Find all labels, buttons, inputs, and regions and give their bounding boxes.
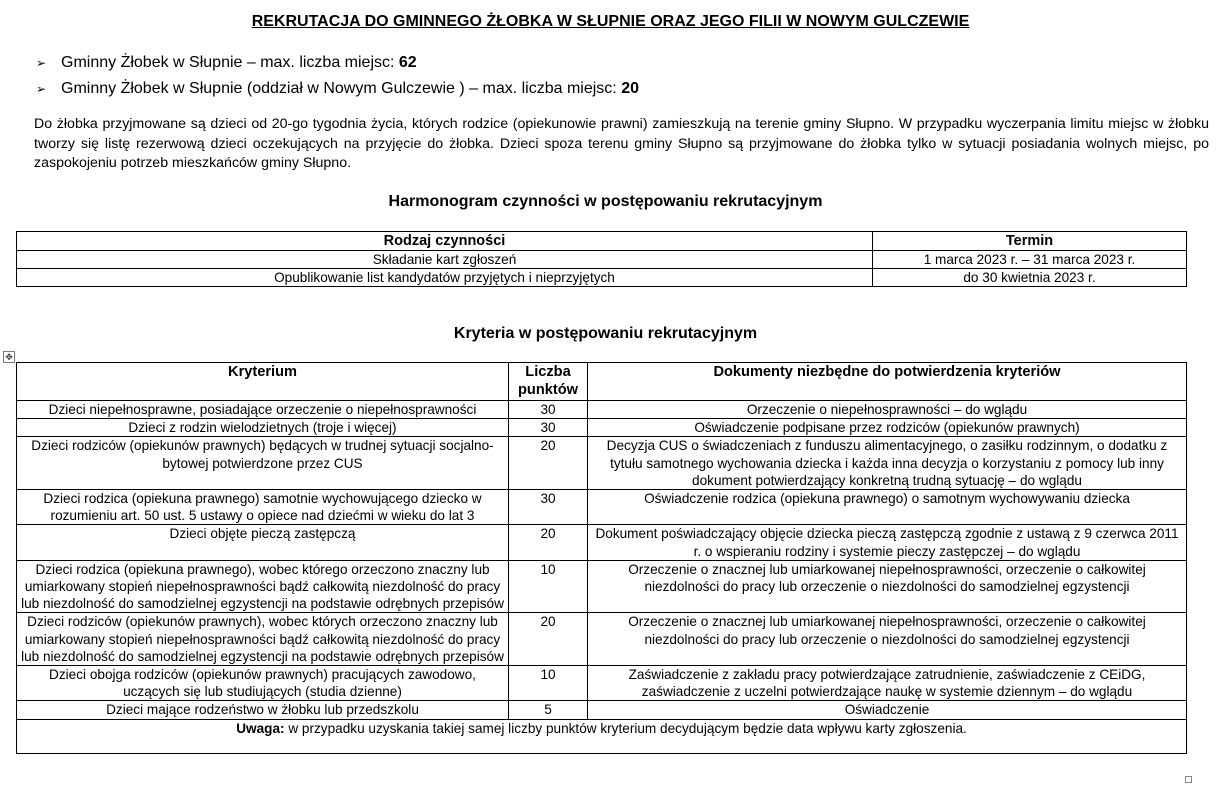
table-row <box>17 490 1187 525</box>
criteria-table <box>16 362 1187 754</box>
documents-cell: Orzeczenie o znacznej lub umiarkowanej niepełnosprawności, orzeczenie o całkowitej niezdolności do pracy lub orzeczenie o niezdolności do samodzielnej egzystencji <box>588 560 1187 613</box>
documents-cell: Zaświadczenie z zakładu pracy potwierdzające zatrudnienie, zaświadczenie z CEiDG, zaświadczenie z uczelni potwierdzające naukę w systemie dziennym – do wglądu <box>588 666 1187 701</box>
criterion-cell: Dzieci mające rodzeństwo w żłobku lub przedszkolu <box>17 701 509 719</box>
points-cell: 30 <box>509 490 588 525</box>
move-cross-icon[interactable]: ✥ <box>3 351 15 363</box>
documents-cell: Orzeczenie o niepełnosprawności – do wglądu <box>588 401 1187 419</box>
criterion-cell: Dzieci obojga rodziców (opiekunów prawnych) pracujących zawodowo, uczących się lub studiujących (studia dzienne) <box>17 666 509 701</box>
capacity-number: 20 <box>621 80 639 97</box>
points-cell: 10 <box>509 560 588 613</box>
list-item <box>36 76 639 102</box>
documents-cell: Oświadczenie podpisane przez rodziców (opiekunów prawnych) <box>588 419 1187 437</box>
documents-cell: Dokument poświadczający objęcie dziecka pieczą zastępczą zgodnie z ustawą z 9 czerwca 2011 r. o wspieraniu rodziny i systemie pieczy zastępczej – do wglądu <box>588 525 1187 560</box>
schedule-table <box>16 231 1187 287</box>
term-cell: 1 marca 2023 r. – 31 marca 2023 r. <box>873 251 1187 269</box>
capacity-number: 62 <box>398 54 417 71</box>
list-item <box>36 50 639 76</box>
points-cell: 10 <box>509 666 588 701</box>
points-cell: 30 <box>509 401 588 419</box>
points-cell: 5 <box>509 701 588 719</box>
column-header-documents: Dokumenty niezbędne do potwierdzenia kryteriów <box>588 363 1187 401</box>
activity-cell: Opublikowanie list kandydatów przyjętych i nieprzyjętych <box>17 269 873 287</box>
term-cell: do 30 kwietnia 2023 r. <box>873 269 1187 287</box>
documents-cell: Orzeczenie o znacznej lub umiarkowanej niepełnosprawności, orzeczenie o całkowitej niezdolności do pracy lub orzeczenie o niezdolności do samodzielnej egzystencji <box>588 613 1187 666</box>
points-cell: 20 <box>509 437 588 490</box>
resize-handle-icon[interactable] <box>1185 776 1192 783</box>
note-text: w przypadku uzyskania takiej samej liczby punktów kryterium decydującym będzie data wpływu karty zgłoszenia. <box>284 720 967 736</box>
arrow-bullet-icon: ➢ <box>36 56 47 70</box>
criterion-cell: Dzieci rodziców (opiekunów prawnych), wobec których orzeczono znaczny lub umiarkowany stopień niepełnosprawności bądź całkowitą niezdolność do pracy lub niezdolność do samodzielnej egzystencji na podstawie odrębnych przepisów <box>17 613 509 666</box>
points-cell: 20 <box>509 613 588 666</box>
documents-cell: Decyzja CUS o świadczeniach z funduszu alimentacyjnego, o zasiłku rodzinnym, o dodatku z tytułu samotnego wychowania dziecka i każda inna decyzja o korzystaniu z pomocy lub inny dokument potwierdzający konkretną trudną sytuację – do wglądu <box>588 437 1187 490</box>
note-row <box>17 719 1187 753</box>
table-row <box>17 437 1187 490</box>
documents-cell: Oświadczenie rodzica (opiekuna prawnego) o samotnym wychowywaniu dziecka <box>588 490 1187 525</box>
bullet-text: Gminny Żłobek w Słupnie – max. liczba miejsc: <box>61 54 399 71</box>
note-cell <box>17 719 1187 753</box>
intro-paragraph: Do żłobka przyjmowane są dzieci od 20-go tygodnia życia, których rodzice (opiekunowie prawni) zamieszkują na terenie gminy Słupno. W przypadku wyczerpania limitu miejsc w żłobku tworzy się listę rezerwową dzieci oczekujących na przyjęcie do żłobka. Dzieci spoza terenu gminy Słupno są przyjmowane do żłobka tylko w sytuacji posiadania wolnych miejsc, po zaspokojeniu potrzeb mieszkańców gminy Słupno. <box>34 116 1209 171</box>
criterion-cell: Dzieci rodziców (opiekunów prawnych) będących w trudnej sytuacji socjalno-bytowej potwierdzone przez CUS <box>17 437 509 490</box>
criterion-cell: Dzieci rodzica (opiekuna prawnego) samotnie wychowującego dziecko w rozumieniu art. 50 ust. 5 ustawy o opiece nad dziećmi w wieku do lat 3 <box>17 490 509 525</box>
table-header-row <box>17 363 1187 401</box>
table-row <box>17 525 1187 560</box>
criterion-cell: Dzieci objęte pieczą zastępczą <box>17 525 509 560</box>
column-header-criterion: Kryterium <box>17 363 509 401</box>
criterion-cell: Dzieci z rodzin wielodzietnych (troje i więcej) <box>17 419 509 437</box>
activity-cell: Składanie kart zgłoszeń <box>17 251 873 269</box>
table-row <box>17 701 1187 719</box>
table-row <box>17 613 1187 666</box>
column-header-activity: Rodzaj czynności <box>17 232 873 251</box>
note-label: Uwaga: <box>236 720 285 736</box>
points-cell: 30 <box>509 419 588 437</box>
table-row <box>17 251 1187 269</box>
arrow-bullet-icon: ➢ <box>36 82 47 96</box>
table-row <box>17 269 1187 287</box>
criterion-cell: Dzieci niepełnosprawne, posiadające orzeczenie o niepełnosprawności <box>17 401 509 419</box>
documents-cell: Oświadczenie <box>588 701 1187 719</box>
criterion-cell: Dzieci rodzica (opiekuna prawnego), wobec którego orzeczono znaczny lub umiarkowany stopień niepełnosprawności bądź całkowitą niezdolność do pracy lub niezdolność do samodzielnej egzystencji na podstawie odrębnych przepisów <box>17 560 509 613</box>
criteria-heading: Kryteria w postępowaniu rekrutacyjnym <box>453 325 758 342</box>
points-cell: 20 <box>509 525 588 560</box>
capacity-list <box>36 50 639 102</box>
column-header-term: Termin <box>873 232 1187 251</box>
table-row <box>17 666 1187 701</box>
table-row <box>17 419 1187 437</box>
document-title: REKRUTACJA DO GMINNEGO ŻŁOBKA W SŁUPNIE ORAZ JEGO FILII W NOWYM GULCZEWIE <box>251 13 970 30</box>
column-header-points: Liczba punktów <box>509 363 588 401</box>
table-row <box>17 401 1187 419</box>
bullet-text: Gminny Żłobek w Słupnie (oddział w Nowym Gulczewie ) – max. liczba miejsc: <box>61 80 622 97</box>
schedule-heading: Harmonogram czynności w postępowaniu rekrutacyjnym <box>388 193 823 210</box>
table-row <box>17 560 1187 613</box>
table-header-row <box>17 232 1187 251</box>
